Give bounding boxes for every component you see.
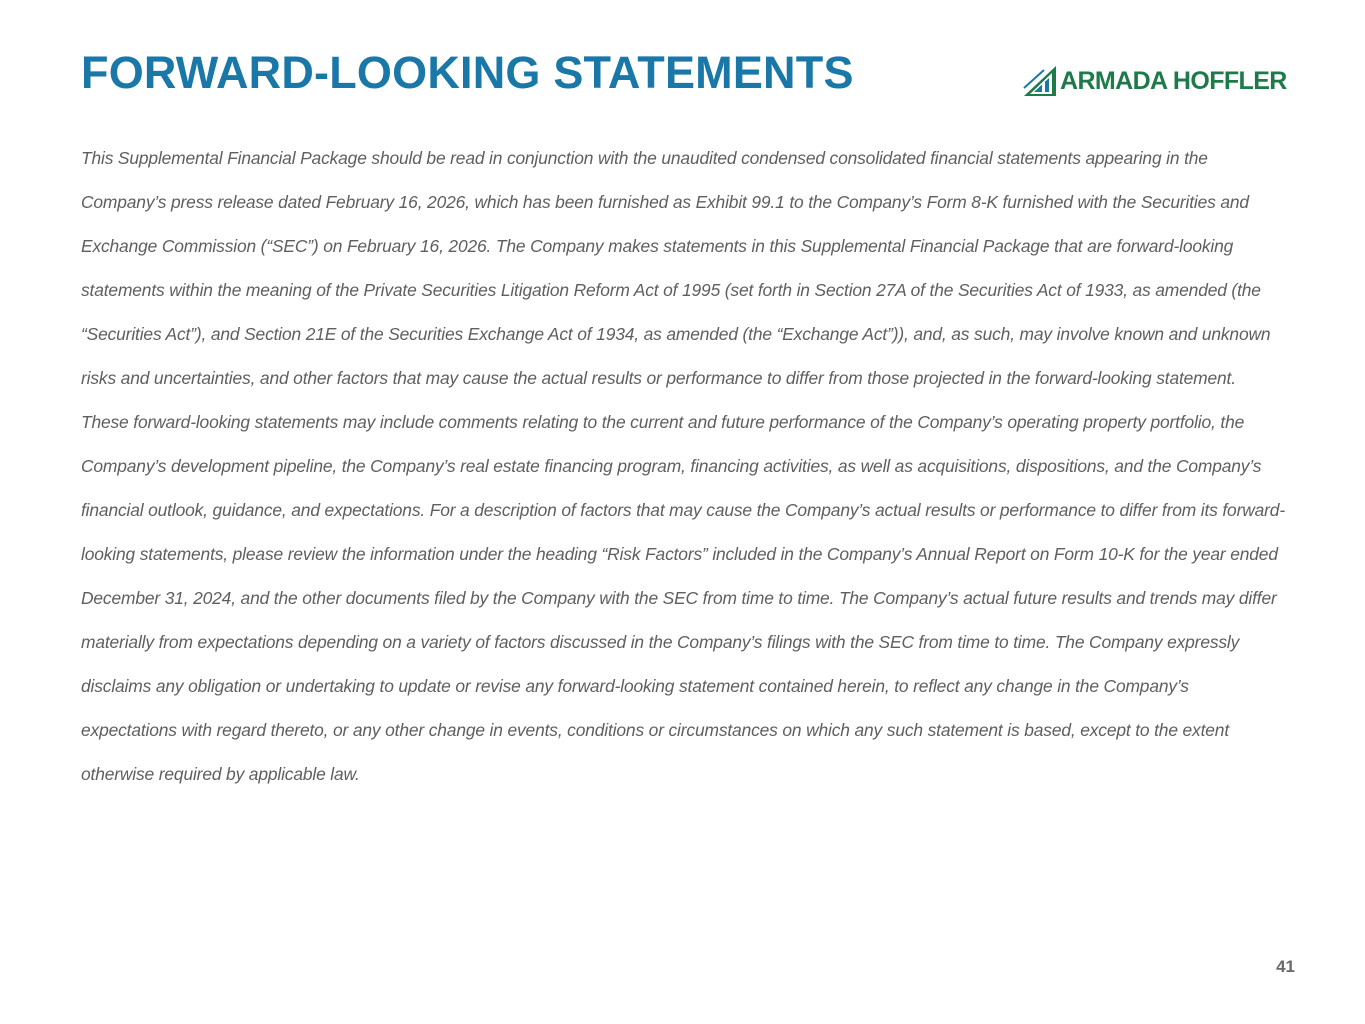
armada-hoffler-logo-icon bbox=[1022, 64, 1058, 98]
page-number: 41 bbox=[1276, 957, 1295, 976]
forward-looking-statement-paragraph: This Supplemental Financial Package should be read in conjunction with the unaudited condensed consolidated financial statements appearing in the Company’s press release dated February 16, 2026, which has been furnished as Exhibit 99.1 to the Company’s Form 8-K furnished with the Securities and Exchange Commission (“SEC”) on February 16, 2026. The Company makes statements in this Supplemental Financial Package that are forward-looking statements within the meaning of the Private Securities Litigation Reform Act of 1995 (set forth in Section 27A of the Securities Act of 1933, as amended (the “Securities Act”), and Section 21E of the Securities Exchange Act of 1934, as amended (the “Exchange Act”)), and, as such, may involve known and unknown risks and uncertainties, and other factors that may cause the actual results or performance to differ from those projected in the forward-looking statement. These forward-looking statements may include comments relating to the current and future performance of the Company’s operating property portfolio, the Company’s development pipeline, the Company’s real estate financing program, financing activities, as well as acquisitions, dispositions, and the Company’s financial outlook, guidance, and expectations. For a description of factors that may cause the Company’s actual results or performance to differ from its forward-looking statements, please review the information under the heading “Risk Factors” included in the Company’s Annual Report on Form 10-K for the year ended December 31, 2024, and the other documents filed by the Company with the SEC from time to time. The Company’s actual future results and trends may differ materially from expectations depending on a variety of factors discussed in the Company’s filings with the SEC from time to time. The Company expressly disclaims any obligation or undertaking to update or revise any forward-looking statement contained herein, to reflect any change in the Company’s expectations with regard thereto, or any other change in events, conditions or circumstances on which any such statement is based, except to the extent otherwise required by applicable law. bbox=[81, 148, 1285, 784]
company-logo bbox=[1022, 62, 1300, 100]
logo-wordmark: ARMADA HOFFLER bbox=[1060, 67, 1287, 95]
page-title: FORWARD-LOOKING STATEMENTS bbox=[81, 47, 854, 98]
